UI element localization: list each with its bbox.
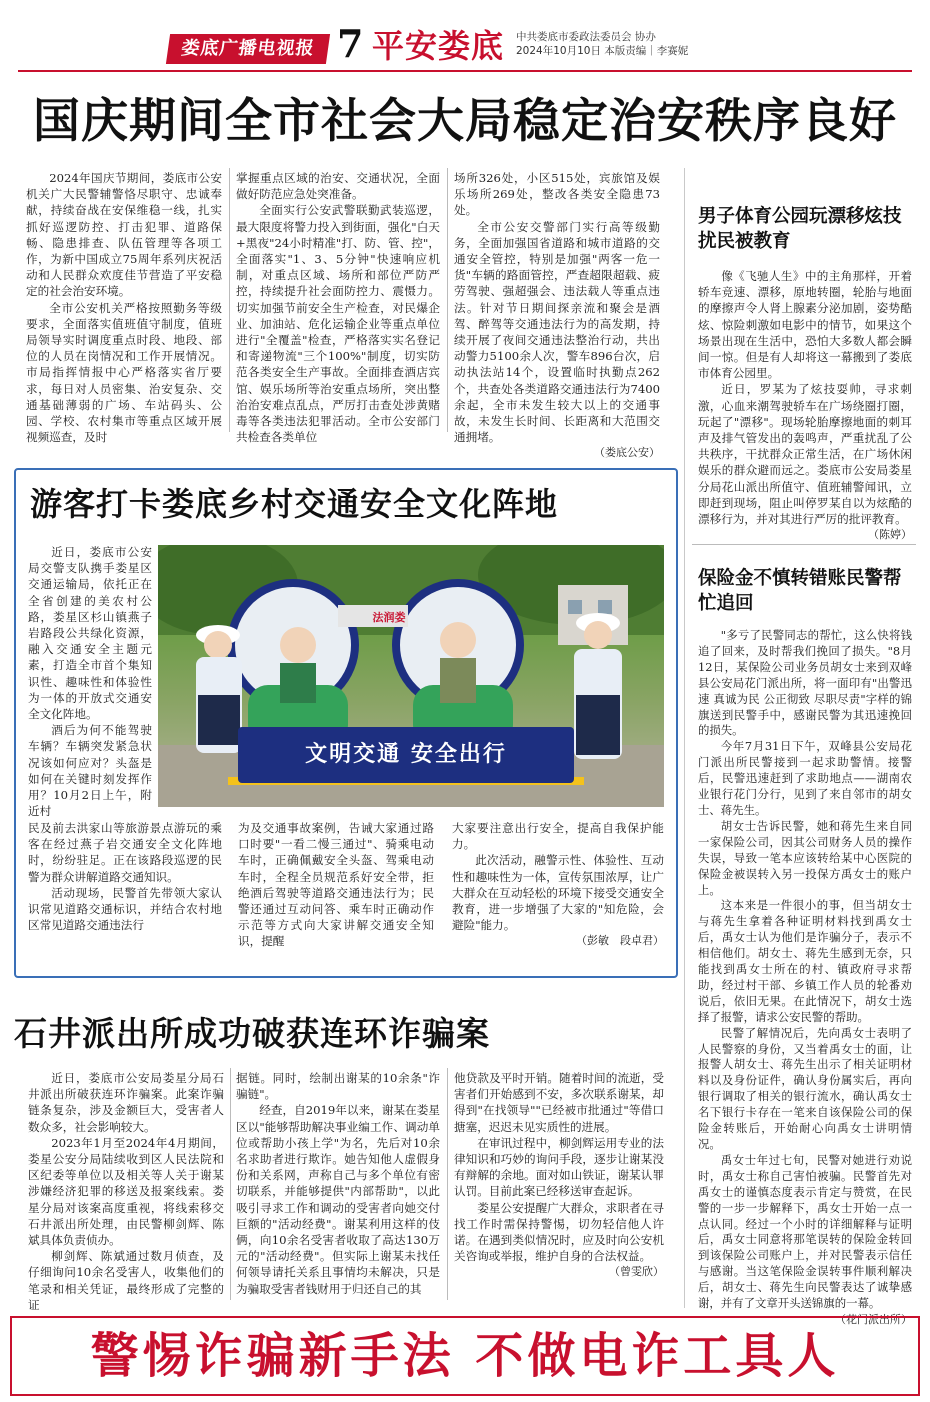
column-divider — [229, 168, 230, 432]
right-rail-divider — [684, 168, 685, 1308]
paragraph: 此次活动，融警示性、体验性、互动性和趣味性为一体，宣传氛围浓厚，让广大群众在互动轻松的环境下接受交通安全教育，进一步增强了大家的"知危险，会避险"能力。 — [452, 853, 664, 933]
paragraph: 活动现场，民警首先带领大家认识常见道路交通标识，并结合农村地区常见道路交通违法行 — [28, 885, 222, 933]
byline: （陈婷） — [868, 528, 912, 542]
paragraph: 2023年1月至2024年4月期间，娄星公安分局陆续收到区人民法院和区纪委等单位以及相关等人关于谢某涉嫌经济犯罪的移送及报案线索。娄星分局对该案高度重视，将线索移交石井派出所处理，由民警柳剑辉、陈斌具体负责侦办。 — [28, 1135, 224, 1248]
page-number: 7 — [337, 21, 364, 66]
side-story-1-body — [698, 268, 912, 543]
paragraph: 他贷款及平时开销。随着时间的流逝，受害者们开始感到不安，多次联系谢某，却得到"在找领导""已经被市批通过"等借口搪塞，迟迟未见实质性的进展。 — [454, 1071, 664, 1134]
paragraph: 像《飞驰人生》中的主角那样，开着轿车竞速、漂移，原地转圈，轮胎与地面的摩擦声令人肾上腺素分泌加剧，姿势酷炫、惊险刺激如电影中的情节，如果这个场景出现在生活中，恐怕大多数人都会瞬间一惊。但是有人却将这一幕搬到了娄底市体育公园里。 — [698, 269, 912, 381]
column-divider — [447, 168, 448, 432]
slogan-banner-text: 警惕诈骗新手法 不做电诈工具人 — [90, 1328, 840, 1384]
byline: （娄底公安） — [594, 446, 660, 460]
date-editor: 2024年10月10日 本版责编｜李赛妮 — [516, 45, 689, 57]
paragraph: 禹女士年过七旬，民警对她进行劝说时，禹女士称自己害怕被骗。民警首先对禹女士的谨慎态度表示肯定与赞赏，在民警的一步一步解释下，禹女士开始一点一点认同。经过一个小时的详细解释与证明后，禹女士同意将那笔误转的保险金转回到该保险公司账户上，并对民警表示信任与感谢。当这笔保险金误转事件顺利解决后，胡女士、蒋先生向民警表达了诚挚感谢，并有了文章开头送锦旗的一幕。 — [698, 1152, 912, 1311]
fraud-col-1 — [28, 1070, 224, 1313]
column-divider — [230, 1068, 231, 1300]
feature-bottom-col-1 — [28, 820, 222, 933]
masthead-meta — [516, 30, 688, 58]
fraud-story-title: 石井派出所成功破获连环诈骗案 — [14, 1014, 490, 1053]
paper-name: 娄底广播电视报 — [180, 38, 317, 59]
paragraph: "多亏了民警同志的帮忙，这么快将钱追了回来，及时帮我们挽回了损失。"8月12日，某保险公司业务员胡女士来到双峰县公安局花门派出所，将一面印有"出警迅速 真诚为民 公正彻致 尽职尽责"字样的锦旗送到民警手中，感谢民警为其迅速挽回的损失。 — [698, 628, 912, 738]
paragraph: 柳剑辉、陈斌通过数月侦查，及仔细询问10余名受害人，收集他们的笔录和相关凭证，最终形成了完整的证 — [28, 1249, 224, 1312]
sign-text: 法润娄 — [372, 611, 406, 624]
event-photo — [158, 545, 664, 807]
paragraph: 为及交通事故案例，告诫大家通过路口时要"一看二慢三通过"、骑乘电动车时，正确佩戴安全头盔、驾乘电动车时，全程全员规范系好安全带，拒绝酒后驾驶等道路交通违法行为；民警还通过互动问答、乘车时正确动作示范等方式向大家讲解交通安全知识，提醒 — [238, 821, 434, 949]
cosponsor: 中共娄底市委政法委员会 协办 — [516, 31, 656, 43]
paragraph: 酒后为何不能驾驶车辆？车辆突发紧急状况该如何应对？头盔是如何在关键时刻发挥作用？10月2日上午，附近村 — [28, 723, 152, 819]
slogan-board: 文明交通 安全出行 — [238, 727, 574, 783]
side-story-2-title: 保险金不慎转错账民警帮忙追回 — [698, 568, 902, 614]
side-story-1-title: 男子体育公园玩漂移炫技扰民被教育 — [698, 206, 902, 252]
paragraph: 全面实行公安武警联勤武装巡逻，最大限度将警力投入到街面，强化"白天+黑夜"24小时精准"打、防、管、控"，全面落实"1、3、5分钟"快速响应机制，对重点区域、场所和部位严防严控，持续提升社会面防控力、震慑力。切实加强节前安全生产检查，对民爆企业、加油站、危化运输企业等重点单位进行"全覆盖"检查，严格落实实名登记和寄递物流"三个100%"制度，切实防范各类安全生产事故。全面排查酒店宾馆、娱乐场所等治安重点场所，突出整治治安难点乱点，严厉打击查处涉黄赌毒等各类违法犯罪活动。全市公安部门共检查各类单位 — [236, 203, 440, 445]
paragraph: 今年7月31日下午，双峰县公安局花门派出所民警接到一起求助警情。接警后，民警迅速赶到了求助地点——湖南农业银行花门分行，见到了来自邻市的胡女士、蒋先生。 — [698, 739, 912, 817]
feature-title: 游客打卡娄底乡村交通安全文化阵地 — [30, 485, 559, 523]
fraud-col-3 — [454, 1070, 664, 1281]
paragraph: 这本来是一件很小的事，但当胡女士与蒋先生拿着各种证明材料找到禹女士后，禹女士认为他们是诈骗分子，表示不相信他们。胡女士、蒋先生感到无奈，只能找到禹女士所在的村、镇政府寻求帮助，经过村干部、乡镇工作人员的轮番劝说后，依旧无果。在此情况下，胡女士选择了报警，请求公安民警的帮助。 — [698, 898, 912, 1024]
feature-left-col — [28, 544, 152, 819]
paragraph: 近日，罗某为了炫技耍帅，寻求刺激，心血来潮驾驶轿车在广场绕圈打圈，玩起了"漂移"。现场轮胎摩擦地面的刺耳声及排气管发出的轰鸣声，严重扰乱了公共秩序，干扰群众正常生活，在广场休闲娱乐的群众避而远之。娄底市公安局娄星分局花山派出所值守、值班辅警闻讯，立即赶到现场，阻止叫停罗某自以为炫酷的漂移行为，并对其进行严厉的批评教育。 — [698, 382, 912, 527]
column-divider — [447, 1068, 448, 1300]
lead-col-1 — [26, 170, 222, 445]
masthead-rule — [18, 70, 912, 72]
paragraph: 全市公安交警部门实行高等级勤务，全面加强国省道路和城市道路的交通安全管控，特别是加强"两客一危一货"车辆的路面管控，严查超限超载、疲劳驾驶、强超强会、违法载人等重点违法。针对节日期间探亲流和聚会是酒驾、醉驾等交通违法行为的高发期，持续开展了夜间交通违法整治行动，共出动警力5100余人次，警车896台次，启动执法站14个，设置临时执勤点262个，共查处各类道路交通违法行为7400余起，全市未发生较大以上的交通事故，未发生长时间、长距离和大范围交通拥堵。 — [454, 219, 660, 445]
section-title: 平安娄底 — [372, 27, 505, 65]
paragraph: 据链。同时，绘制出谢某的10余条"诈骗链"。 — [236, 1071, 440, 1102]
paragraph: 娄星公安提醒广大群众，求职者在寻找工作时需保持警惕，切勿轻信他人许诺。在遇到类似情况时，应及时向公安机关咨询或举报，维护自身的合法权益。 — [454, 1200, 664, 1264]
side-story-2-body — [698, 628, 912, 1328]
byline: （彭敏 段卓君） — [576, 934, 664, 948]
paragraph: 2024年国庆节期间，娄底市公安机关广大民警辅警恪尽职守、忠诚奉献，持续奋战在安保维稳一线，扎实抓好巡逻防控、打击犯罪、道路保畅、隐患排查、队伍管理等各项工作，为新中国成立75周年系列庆祝活动和人民群众欢度佳节营造了平安稳定的社会治安环境。 — [26, 171, 222, 299]
paragraph: 民及前去洪家山等旅游景点游玩的乘客在经过燕子岩交通安全文化阵地时，纷纷驻足。正在该路段巡逻的民警为群众讲解道路交通知识。 — [28, 821, 222, 884]
paragraph: 胡女士告诉民警，她和蒋先生来自同一家保险公司，因其公司财务人员的操作失误，导致一笔本应该转给某中心医院的保险金被误转入另一投保方禹女士的账户上。 — [698, 818, 912, 897]
byline: （曾雯欣） — [609, 1265, 664, 1279]
lead-col-3 — [454, 170, 660, 462]
section-divider — [692, 544, 916, 545]
paragraph: 近日，娄底市公安局娄星分局石井派出所破获连环诈骗案。此案诈骗链条复杂，涉及金额巨大，受害者人数众多，社会影响较大。 — [28, 1071, 224, 1134]
feature-bottom-col-3 — [452, 820, 664, 950]
paragraph: 大家要注意出行安全，提高自我保护能力。 — [452, 821, 664, 852]
lead-col-2 — [236, 170, 440, 445]
paragraph: 近日，娄底市公安局交警支队携手娄星区交通运输局，依托正在全省创建的美农村公路，娄星区杉山镇燕子岩路段公共绿化资源，融入交通安全主题元素，打造全市首个集知识性、趣味性和体验性为一体的开放式交通安全文化阵地。 — [28, 545, 152, 722]
byline: （花门派出所） — [835, 1312, 912, 1326]
paragraph: 场所326处，小区515处，宾旅馆及娱乐场所269处，整改各类安全隐患73处。 — [454, 171, 660, 218]
fraud-col-2 — [236, 1070, 440, 1297]
feature-bottom-col-2 — [238, 820, 434, 950]
paragraph: 经查，自2019年以来，谢某在娄星区以"能够帮助解决事业编工作、调动单位或帮助小孩上学"为名，先后对10余名求助者进行欺诈。她告知他人虚假身份和关系网，声称自己与多个单位有密切联系，并能够提供"内部帮助"，以此吸引寻求工作和调动的受害者向她交付巨额的"活动经费"。谢某利用这样的伎俩，向10余名受害者收取了高达130万元的"活动经费"。但实际上谢某未找任何领导请托关系且事情均未解决，只是为骗取受害者钱财用于归还自己的其 — [236, 1103, 440, 1296]
paper-name-badge — [166, 34, 330, 64]
paragraph: 全市公安机关严格按照勤务等级要求，全面落实值班值守制度，值班局领导实时调度重点时段、地段、部位的人员在岗情况和工作开展情况。市局指挥情报中心严格落实省厅要求，每日对人员密集、治安复杂、交通基础薄弱的广场、车站码头、公园、学校、农村集市等重点区域开展视频巡查，及时 — [26, 300, 222, 445]
paragraph: 在审讯过程中，柳剑辉运用专业的法律知识和巧妙的询问手段，逐步让谢某没有辩解的余地。面对如山铁证，谢某认罪认罚。目前此案已经移送审查起诉。 — [454, 1135, 664, 1199]
lead-headline: 国庆期间全市社会大局稳定治安秩序良好 — [33, 94, 897, 149]
paragraph: 掌握重点区域的治安、交通状况，全面做好防范应急处突准备。 — [236, 171, 440, 202]
paragraph: 民警了解情况后，先向禹女士表明了人民警察的身份，又当着禹女士的面，让报警人胡女士、蒋先生出示了相关证明材料以及身份证件，确认身份属实后，再向银行调取了相关的银行流水，确认禹女士名下银行卡存在一笔来自该保险公司的保险金转账后，开始耐心向禹女士讲明情况。 — [698, 1025, 912, 1151]
